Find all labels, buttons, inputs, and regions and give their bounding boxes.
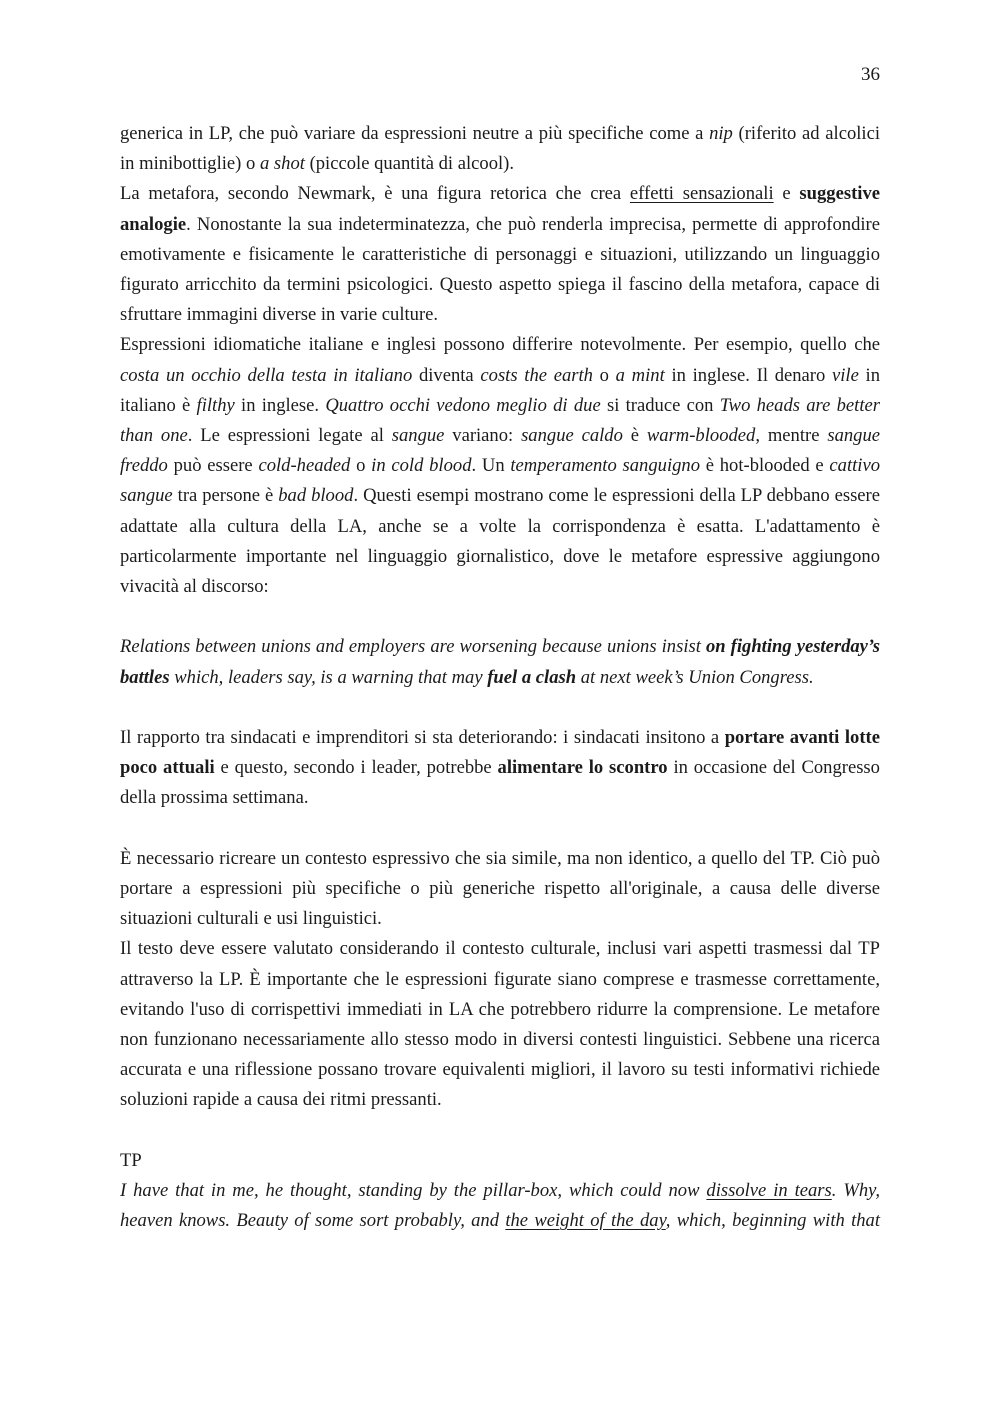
paragraph-gap (120, 814, 880, 844)
underlined-term: effetti sensazionali (629, 183, 774, 205)
paragraph-evaluation: Il testo deve essere valutato considerando il contesto culturale, inclusi vari aspetti trasmessi dal TP attraverso la LP. È importante che le espressioni figurate siano comprese e trasmesse correttamente, evitando l'uso di corrispettivi immediati in LA che potrebbero ridurre la comprensione. Le metafore non funzionano necessariamente allo stesso modo in diversi contesti linguistici. Sebbene una ricerca accurata e una riflessione possano trovare equivalenti migliori, il lavoro su testi informativi richiede soluzioni rapide a causa dei ritmi pressanti. (120, 938, 880, 1111)
tp-heading: TP (120, 1149, 142, 1171)
italic-term: nip (709, 123, 733, 144)
paragraph-context: È necessario ricreare un contesto espressivo che sia simile, ma non identico, a quello del TP. Ciò può portare a espressioni più specifiche o più generiche rispetto all'originale, a causa delle diverse situazioni culturali e usi linguistici. (120, 847, 880, 930)
paragraph-metaphor: La metafora, secondo Newmark, è una figura retorica che crea effetti sensazionali e suggestive analogie. Nonostante la sua indeterminatezza, che può renderla imprecisa, permette di approfondire emotivamente e fisicamente le caratteristiche di personaggi e situazioni, utilizzando un linguaggio figurato arricchito da termini psicologici. Questo aspetto spiega il fascino della metafora, capace di sfruttare immagini diverse in varie culture. (120, 183, 880, 326)
paragraph-gap (120, 1116, 880, 1146)
tp-excerpt: I have that in me, he thought, standing by the pillar-box, which could now dissolve in tears. Why, heaven knows. Beauty of some sort probably, and the weight of the day, which, beginning with that (120, 1180, 880, 1232)
italic-term: a shot (259, 153, 305, 175)
paragraph-gap (120, 693, 880, 723)
quote-example-english: Relations between unions and employers are worsening because unions insist on fighting yesterday’s battles which, leaders say, is a warning that may fuel a clash at next week’s Union Congress. (120, 636, 880, 688)
quote-translation-italian: Il rapporto tra sindacati e imprenditori si sta deteriorando: i sindacati insitono a portare avanti lotte poco attuali e questo, secondo i leader, potrebbe alimentare lo scontro in occasione del Congresso della prossima settimana. (120, 727, 880, 809)
page-number: 36 (861, 64, 880, 85)
body-text (120, 119, 880, 1236)
paragraph-gap (120, 602, 880, 632)
paragraph-alcohol-terms: generica in LP, che può variare da espressioni neutre a più specifiche come a nip (riferito ad alcolici in minibottiglie) o a shot (piccole quantità di alcool). (120, 123, 880, 175)
paragraph-idioms: Espressioni idiomatiche italiane e inglesi possono differire notevolmente. Per esempio, quello che costa un occhio della testa in italiano diventa costs the earth o a mint in inglese. Il denaro vile in italiano è filthy in inglese. Quattro occhi vedono meglio di due si traduce con Two heads are better than one. Le espressioni legate al sangue variano: sangue caldo è warm-blooded, mentre sangue freddo può essere cold-headed o in cold blood. Un temperamento sanguigno è hot-blooded e cattivo sangue tra persone è bad blood. Questi esempi mostrano come le espressioni della LP debbano essere adattate alla cultura della LA, anche se a volte la corrispondenza è esatta. L'adattamento è particolarmente importante nel linguaggio giornalistico, dove le metafore espressive aggiungono vivacità al discorso: (120, 334, 881, 598)
bold-term: suggestive analogie (120, 183, 880, 235)
